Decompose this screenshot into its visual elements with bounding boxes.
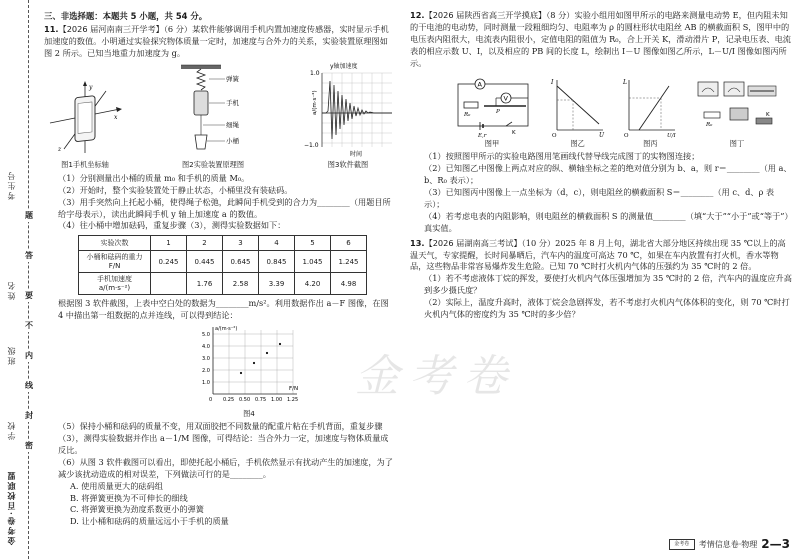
option-d: D. 让小桶和砝码的质量远远小于手机的质量 [70,516,229,527]
question-11-step-4: （4）往小桶中增加砝码，重复步骤（3），测得实验数据如下： [58,220,286,231]
question-12-intro [410,10,792,69]
voltmeter-label: V [503,94,508,103]
question-score: （6 分） [163,24,193,35]
table-row [79,236,367,251]
figure-ding-caption: 图丁 [729,139,745,149]
publisher-logo: 金考卷 [669,539,695,550]
question-number: 13. [410,237,425,248]
question-11-step-5: （5）保持小桶和砝码的质量不变，用双面胶把不同数量的配重片粘在手机背面，重复步骤（3），测得实验数据并作出 a－1/M 图像，可得结论：当合外力一定，加速度与物体质量成反比。 [58,421,389,456]
question-score: （10 分） [521,237,556,248]
figure-2 [167,63,259,170]
figure-3-caption: 图3软件截图 [327,160,369,170]
table-cell: 0.845 [259,251,295,273]
question-text: 某软件能够调用手机内置加速度传感器，实时显示手机加速度的数值。小明通过实验探究物体质量一定时，加速度与合外力的关系，实验装置原理图如图 2 所示。已知当地重力加速度为 g。 [44,24,389,58]
binding-label-exam-number: 考生号 [7,170,16,200]
table-header-cell: 3 [223,236,259,251]
i-u-graph [549,76,607,138]
figure-jia [450,76,534,149]
figure-bing [621,76,679,149]
svg-text:U: U [598,132,604,139]
table-header-cell: 2 [187,236,223,251]
figure-4-xlabel: F/N [289,385,299,392]
question-12-figures [450,73,780,149]
table-cell: 3.39 [259,273,295,295]
svg-text:O: O [624,133,629,139]
seal-word: 要 [25,290,33,300]
x-tick: 1.00 [271,396,283,403]
figure-3-ylabel: a/(m·s⁻²) [312,90,318,116]
figure-yi [549,76,607,149]
question-text: 实验小组用如图甲所示的电路来测量电动势 E，但内阻未知的干电池的电动势，同时测量一段粗细均匀、电阻率为 ρ 的圆柱形状电阻丝 AB 的横截面积 S，图甲中的电压表内阻很大，电流表内阻很小，定值电阻的阻值为 R₀，合上开关 K，滑动滑片 P，记录电压表、电流表的相应示数 U、I，以及相应的 PB 间的长度 L，绘制出 I－U 图像如图乙所示，L－U/I 图像如图丙所示。 [410,10,791,68]
page-footer [669,536,790,553]
a-f-graph [197,324,301,408]
table-cell: 1.045 [295,251,331,273]
figure-2-caption: 图2实验装置原理图 [181,160,245,170]
table-header-cell: 1 [151,236,187,251]
switch-label: K [512,130,516,137]
figure-jia-caption: 图甲 [484,139,500,149]
binding-label-alliance: 金考卷·百校联盟 [6,470,16,545]
table-cell: 0.245 [151,251,187,273]
right-column [410,10,792,321]
question-11-step-2: （2）开始时，整个实验装置处于静止状态，小桶里没有装砝码。 [58,184,293,195]
section-title: 三、非选择题：本题共 5 小题，共 54 分。 [44,11,208,21]
figure-3-xlabel: 时间 [350,151,363,159]
svg-text:R₀: R₀ [705,122,713,129]
label-rope: 细绳 [226,121,239,130]
option-a: A. 使用质量更大的砝码组 [70,480,163,491]
series-title: 考情信息卷·物理 [698,539,758,549]
seal-word: 封 [25,410,33,420]
svg-text:O: O [551,133,557,139]
watermark: 金考卷 [355,351,517,402]
figure-3 [300,61,396,170]
option-b: B. 将弹簧更换为不可伸长的细线 [70,492,188,503]
physical-circuit [694,76,780,138]
x-tick: 1.25 [287,396,299,403]
figure-1-caption: 图1手机坐标轴 [61,160,109,170]
y-tick: 1.0 [202,379,210,386]
experiment-data-table [78,235,367,295]
figure-1 [44,79,126,170]
circuit-diagram [450,76,534,138]
figure-yi-caption: 图乙 [570,139,585,149]
question-11-step-6: （6）从图 3 软件截图可以看出，即使托起小桶后，手机依然显示有扰动产生的加速度，为了减少该扰动造成的相对误差，下列做法可行的是________。 [58,456,393,479]
figure-4-ylabel: a/(m·s⁻²) [215,325,238,332]
svg-text:y: y [89,84,93,92]
question-11-intro [44,24,396,60]
label-bucket: 小桶 [226,137,239,146]
table-cell: 2.58 [223,273,259,295]
question-11-after-table: 根据图 3 软件截图，上表中空白处的数据为________m/s²。利用数据作出 a－F 图像，在图 4 中描出第一组数据的点并连线，可以得到结论： [58,298,389,320]
y-tick: 3.0 [202,355,210,362]
question-13-part-2: （2）实际上，温度升高时，液体丁烷会急剧挥发，若不考虑打火机内气体体积的变化，则 70 ℃时打火机内气体的密度约为 35 ℃时的多少倍？ [424,297,790,320]
option-c: C. 将弹簧更换为劲度系数更小的弹簧 [70,504,204,515]
x-tick: 0.75 [255,396,267,403]
binding-label-class: 班级 [7,345,16,365]
svg-text:K: K [765,112,770,119]
figure-3-title: y轴加速度 [330,63,358,71]
seal-word: 内 [25,350,33,360]
y-tick: 5.0 [202,331,210,338]
label-spring: 弹簧 [226,75,239,84]
y-tick: 4.0 [202,343,210,350]
label-phone: 手机 [226,99,239,108]
table-header-cell: 6 [331,236,367,251]
r0-label: R₀ [464,112,471,119]
phone-axes-diagram [44,79,126,159]
binding-label-name: 姓名 [7,280,16,300]
table-row [79,251,367,273]
table-cell: 0.645 [223,251,259,273]
question-11-step-3: （3）用手突然向上托起小桶，使得绳子松弛，此瞬间手机受到的合力为________（用题目所给字母表示），读出此瞬间手机 y 轴上加速度 a 的数值。 [58,196,391,219]
table-row [79,273,367,295]
table-row-label: 小桶和砝码的重力 F/N [79,251,151,273]
svg-text:I: I [550,79,554,87]
l-ui-graph [621,76,679,138]
binding-margin [0,0,40,559]
seal-line [28,0,29,559]
x-tick: 0 [209,396,213,403]
figure-4-caption: 图4 [243,408,255,418]
question-source-tag: 【2026 届湖南高三考试】 [424,237,522,248]
question-12-step-3: （3）已知图丙中图像上一点坐标为（d，c），则电阻丝的横截面积 S＝________（用 c、d、ρ 表示）； [424,187,775,210]
question-12-step-2: （2）已知图乙中图像上两点对应的纵、横轴坐标之差的绝对值分别为 b、a，则 r＝________（用 a、b、R₀ 表示）； [424,163,792,186]
page-number: 2—3 [761,536,790,551]
software-screenshot-chart [300,61,396,159]
table-cell: 0.445 [187,251,223,273]
table-row-label: 手机加速度 a/(m·s⁻²) [79,273,151,295]
svg-text:x: x [114,114,118,122]
question-number: 12. [410,10,425,20]
seal-word: 密 [25,440,33,450]
figure-bing-caption: 图丙 [643,139,658,149]
table-header-cell: 5 [295,236,331,251]
apparatus-diagram [167,63,259,159]
question-11-step-1: （1）分别测量出小桶的质量 m₀ 和手机的质量 M₀。 [58,172,250,183]
svg-text:z: z [58,146,62,154]
table-header-cell: 实验次数 [79,236,151,251]
seal-word: 题 [25,210,33,220]
question-13-part-1: （1）若不考虑液体丁烷的挥发，要使打火机内气体压强增加为 35 ℃时的 2 倍，汽车内的温度应升高到多少摄氏度？ [424,273,792,296]
seal-word: 不 [25,320,33,330]
question-text: 2025 年 8 月上旬，湖北省大部分地区持续出现 35 ℃以上的高温天气，专家提醒，长时间暴晒后，汽车内的温度可高达 70 ℃，如果在车内放置有打火机，香水等物品，这些物品非常容易爆炸发生危险。已知 70 ℃时打火机内气体的压强约为 35 ℃时的 2 倍。 [410,237,786,272]
figure-3-ytop: 1.0 [310,70,320,78]
figure-4 [194,324,304,419]
table-cell: 1.245 [331,251,367,273]
question-source-tag: 【2026 届陕西省高三开学摸底】 [424,10,547,20]
x-tick: 0.25 [223,396,235,403]
binding-label-school: 学校 [7,420,16,440]
seal-word: 线 [25,380,33,390]
question-12-step-4: （4）若考虑电表的内阻影响，则电阻丝的横截面积 S 的测量值________（填“大于”“小于”或“等于”）真实值。 [424,210,789,233]
figure-ding [694,76,780,149]
svg-text:U/I: U/I [667,133,676,139]
table-cell: 1.76 [187,273,223,295]
slider-label: P [496,109,500,116]
x-tick: 0.50 [239,396,251,403]
emf-label: E,r [478,133,487,139]
left-column [44,10,396,528]
table-cell: 4.98 [331,273,367,295]
figure-3-ybottom: −1.0 [304,142,319,150]
y-tick: 2.0 [202,367,210,374]
question-number: 11. [44,24,59,35]
question-11-figures [44,63,396,171]
question-source-tag: 【2026 届河南南三开学考】 [58,24,164,35]
question-score: （8 分） [546,10,575,20]
question-13-intro [410,238,792,274]
table-header-cell: 4 [259,236,295,251]
table-cell-blank [151,273,187,295]
svg-text:L: L [623,79,628,87]
table-cell: 4.20 [295,273,331,295]
seal-word: 答 [25,250,33,260]
question-12-step-1: （1）按照图甲所示的实验电路图用笔画线代替导线完成图丁的实物图连接； [424,151,700,162]
ammeter-label: A [477,80,482,89]
